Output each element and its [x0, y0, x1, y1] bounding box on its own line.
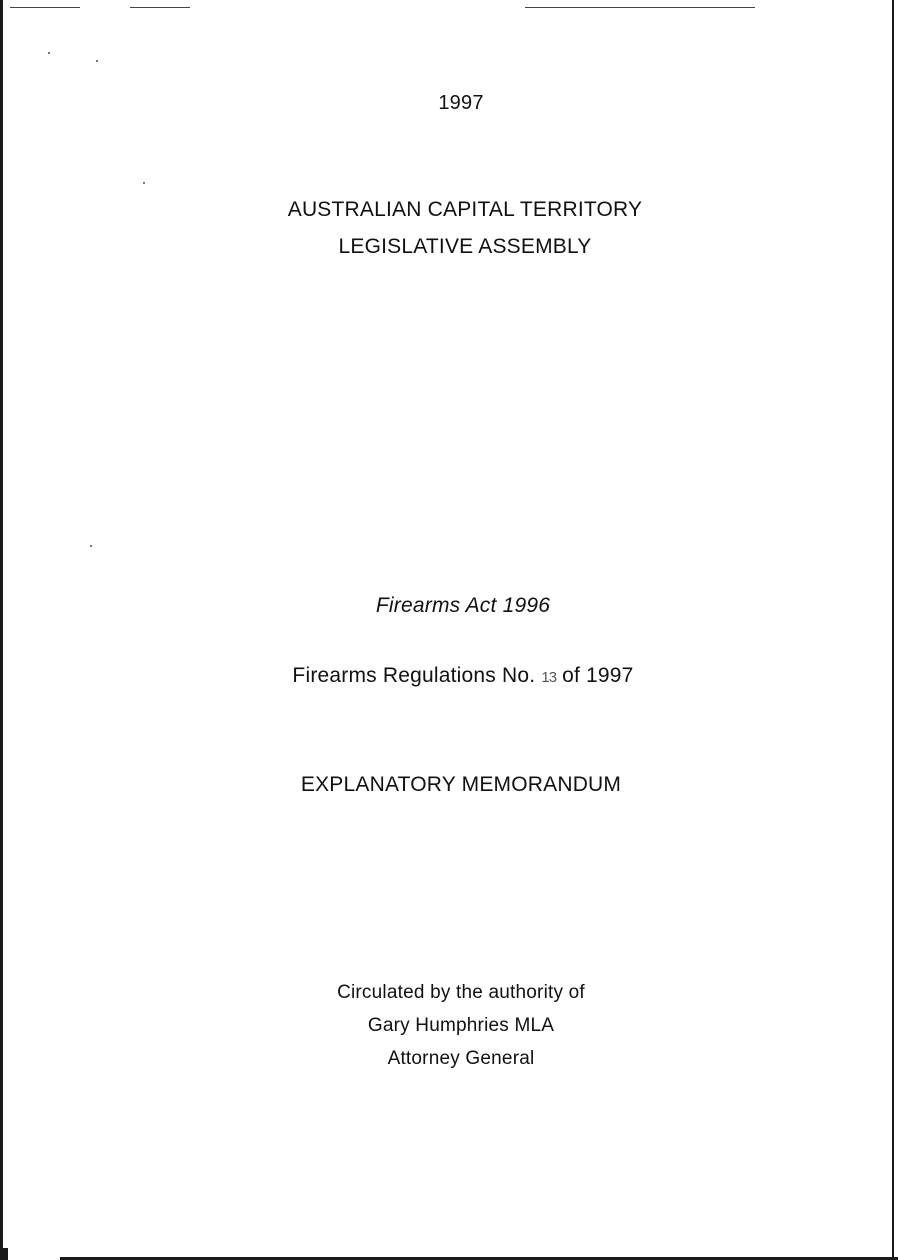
organisation-name: AUSTRALIAN CAPITAL TERRITORY [287, 198, 643, 221]
scan-speck [96, 60, 98, 62]
scan-speck [90, 545, 92, 547]
minister-name: Gary Humphries MLA [367, 1015, 555, 1036]
memorandum-title: EXPLANATORY MEMORANDUM [300, 773, 622, 796]
scan-top-mark [10, 7, 80, 8]
minister-title: Attorney General [387, 1048, 535, 1069]
organisation-body: LEGISLATIVE ASSEMBLY [338, 235, 592, 258]
regulations-number: 13 [541, 669, 557, 686]
scan-speck [143, 182, 145, 184]
regulations-suffix: of 1997 [562, 664, 634, 687]
scan-speck [48, 52, 50, 54]
act-title: Firearms Act 1996 [375, 594, 551, 617]
scan-corner-mark [0, 1248, 8, 1260]
scan-top-mark [525, 7, 755, 8]
regulations-title [14, 664, 898, 688]
scan-edge-right [892, 0, 894, 1260]
document-year: 1997 [438, 92, 484, 114]
scan-top-mark [130, 7, 190, 8]
circulated-by-line: Circulated by the authority of [337, 982, 585, 1003]
regulations-prefix: Firearms Regulations No. [292, 664, 536, 687]
scan-edge-left [0, 0, 3, 1260]
